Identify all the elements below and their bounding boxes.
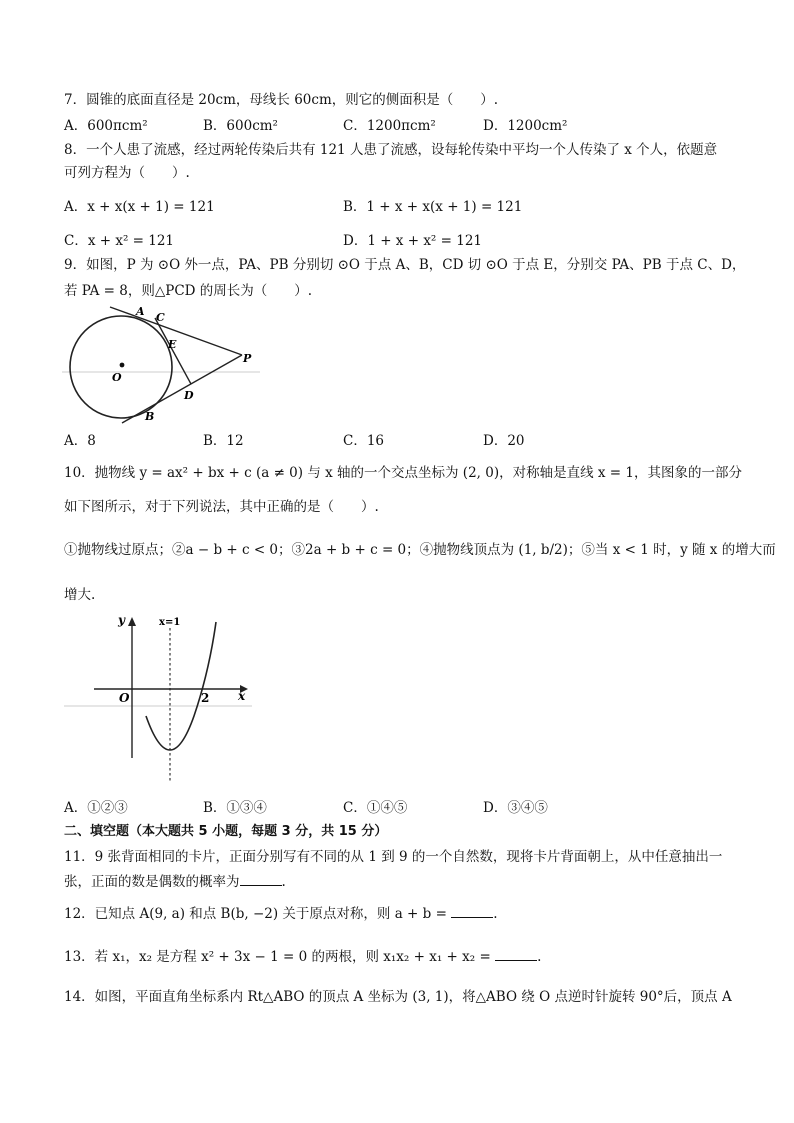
q9-option-c: C．16 <box>343 433 385 449</box>
q9-label-o: O <box>112 371 122 384</box>
q9-label-p: P <box>243 352 252 365</box>
q7-stem: 7．圆锥的底面直径是 20cm，母线长 60cm，则它的侧面积是（ ）. <box>64 92 499 108</box>
q10-label-x: x <box>238 689 246 703</box>
q10-option-c: C．①④⑤ <box>343 800 408 816</box>
q8-option-b: B．1 + x + x(x + 1) = 121 <box>343 199 523 215</box>
q11-line2-wrap <box>64 873 286 891</box>
q8-option-c: C．x + x² = 121 <box>64 233 175 249</box>
q13-wrap <box>64 948 541 966</box>
q9-label-a: A <box>136 305 145 318</box>
q9-figure-center-dot <box>120 363 125 368</box>
q9-label-b: B <box>145 410 155 423</box>
q13-end: . <box>537 949 542 965</box>
q9-stem-line1: 9．如图，P 为 ⊙O 外一点，PA、PB 分别切 ⊙O 于点 A、B，CD 切 ⊙O 于点 E，分别交 PA、PB 于点 C、D， <box>64 257 746 273</box>
q11-line2: 张，正面的数是偶数的概率为 <box>64 874 240 890</box>
q9-option-a: A．8 <box>64 433 96 449</box>
q11-end: . <box>281 874 286 890</box>
q10-stem-line1: 10．抛物线 y = ax² + bx + c (a ≠ 0) 与 x 轴的一个交点坐标为 (2, 0)，对称轴是直线 x = 1，其图象的一部分 <box>64 465 742 481</box>
q7-option-b: B．600cm² <box>203 118 278 134</box>
q10-option-a: A．①②③ <box>64 800 128 816</box>
q10-label-axis: x=1 <box>159 617 181 628</box>
q12-wrap <box>64 905 498 923</box>
q8-option-a: A．x + x(x + 1) = 121 <box>64 199 215 215</box>
q12-text: 12．已知点 A(9, a) 和点 B(b, −2) 关于原点对称，则 a + b = <box>64 906 447 922</box>
q10-label-origin: O <box>119 691 130 705</box>
q12-end: . <box>493 906 498 922</box>
q9-figure-tangent-pb <box>122 355 242 423</box>
q9-option-d: D．20 <box>483 433 525 449</box>
q9-label-e: E <box>168 338 177 351</box>
q13-text: 13．若 x₁，x₂ 是方程 x² + 3x − 1 = 0 的两根，则 x₁x₂ + x₁ + x₂ = <box>64 949 491 965</box>
q10-statements: ①抛物线过原点；②a − b + c < 0；③2a + b + c = 0；④抛物线顶点为 (1, b/2)；⑤当 x < 1 时，y 随 x 的增大而 <box>64 542 776 558</box>
q7-option-a: A．600πcm² <box>64 118 148 134</box>
q9-option-b: B．12 <box>203 433 244 449</box>
q10-stem-line2: 如下图所示，对于下列说法，其中正确的是（ ）. <box>64 499 379 515</box>
q10-figure-y-arrow <box>128 617 136 626</box>
q8-option-d: D．1 + x + x² = 121 <box>343 233 483 249</box>
q10-label-y: y <box>118 613 125 627</box>
q7-option-c: C．1200πcm² <box>343 118 436 134</box>
q9-label-d: D <box>184 389 194 402</box>
q10-figure-parabola-graph <box>64 612 254 784</box>
q8-stem-line2: 可列方程为（ ）. <box>64 165 190 181</box>
q10-option-d: D．③④⑤ <box>483 800 548 816</box>
q13-answer-blank[interactable] <box>495 948 537 961</box>
q7-option-d: D．1200cm² <box>483 118 568 134</box>
q9-label-c: C <box>156 311 165 324</box>
q8-stem-line1: 8．一个人患了流感，经过两轮传染后共有 121 人患了流感，设每轮传染中平均一个人传染了 x 个人，依题意 <box>64 142 718 158</box>
q9-figure-circle-tangents <box>62 302 262 426</box>
q10-figure-parabola <box>146 622 216 750</box>
q10-option-b: B．①③④ <box>203 800 267 816</box>
q9-stem-line2: 若 PA = 8，则△PCD 的周长为（ ）. <box>64 283 313 299</box>
q10-label-root: 2 <box>201 691 210 705</box>
q12-answer-blank[interactable] <box>451 905 493 918</box>
q10-statements-end: 增大. <box>64 587 96 603</box>
q11-line1: 11．9 张背面相同的卡片，正面分别写有不同的从 1 到 9 的一个自然数，现将卡片背面朝上，从中任意抽出一 <box>64 849 723 865</box>
q14-text: 14．如图，平面直角坐标系内 Rt△ABO 的顶点 A 坐标为 (3, 1)，将△ABO 绕 O 点逆时针旋转 90°后，顶点 A <box>64 989 732 1005</box>
q11-answer-blank[interactable] <box>240 873 282 886</box>
q9-figure-tangent-cd <box>155 318 191 384</box>
section2-title: 二、填空题（本大题共 5 小题，每题 3 分，共 15 分） <box>64 824 388 839</box>
